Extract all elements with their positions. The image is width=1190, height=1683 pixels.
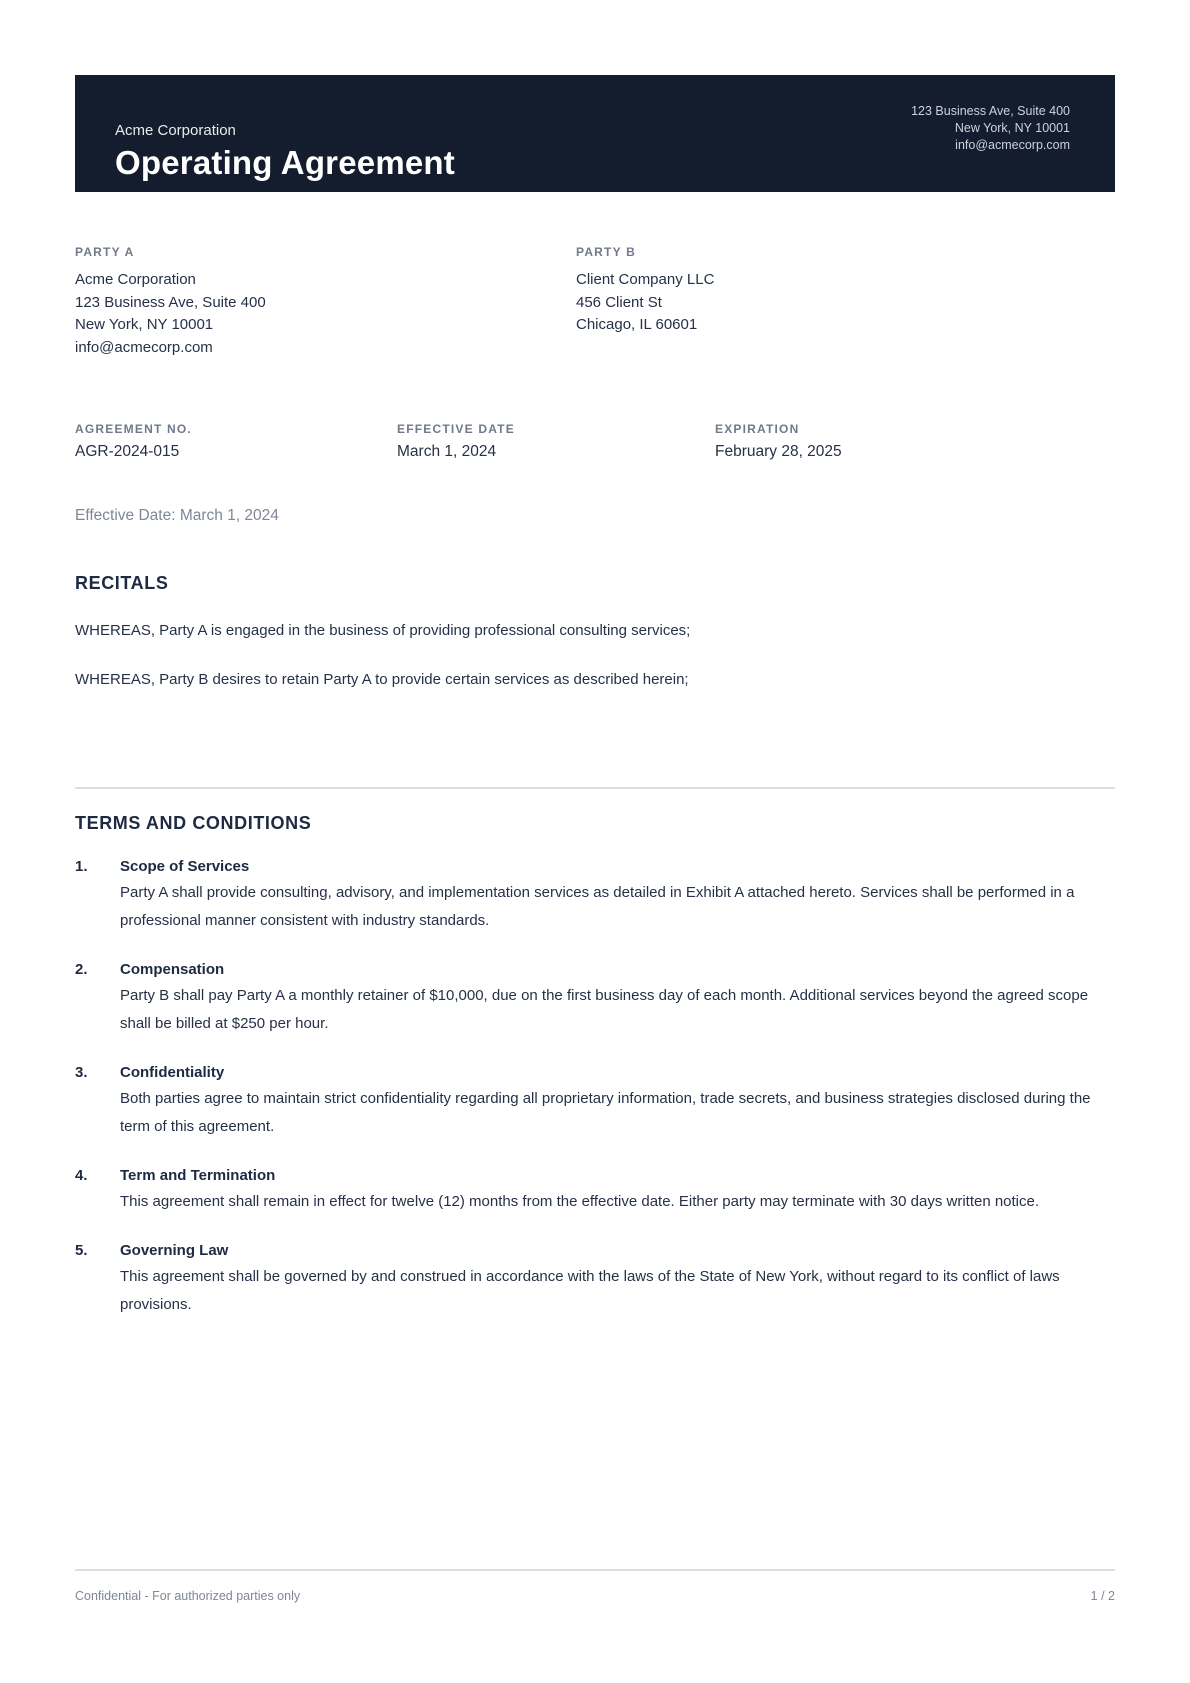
recital-clause: WHEREAS, Party B desires to retain Party A to provide certain services as described herein;	[75, 671, 689, 688]
party-a-label: PARTY A	[75, 245, 135, 259]
effective-date-note: Effective Date: March 1, 2024	[75, 507, 279, 524]
party-b-name: Client Company LLC	[576, 271, 715, 288]
effective-date-label: EFFECTIVE DATE	[397, 422, 515, 436]
term-number: 3.	[75, 1064, 88, 1081]
party-b-city: Chicago, IL 60601	[576, 316, 698, 333]
header-left	[115, 99, 455, 179]
term-body: Party B shall pay Party A a monthly retainer of $10,000, due on the first business day of each month. Additional services beyond the agreed scope shall be billed at $250 per hour.	[120, 987, 1089, 1032]
party-a-block	[75, 245, 576, 359]
recitals-heading: RECITALS	[75, 573, 169, 593]
term-body: This agreement shall be governed by and construed in accordance with the laws of the State of New York, without regard to its conflict of laws provisions.	[120, 1268, 1060, 1313]
term-content	[120, 1165, 1115, 1216]
term-title: Term and Termination	[120, 1167, 276, 1184]
header-banner	[75, 75, 1115, 192]
term-title: Confidentiality	[120, 1064, 225, 1081]
agreement-number-block	[75, 422, 397, 461]
party-b-label: PARTY B	[576, 245, 636, 259]
expiration-value: February 28, 2025	[715, 443, 842, 460]
term-title: Scope of Services	[120, 858, 250, 875]
party-a-name: Acme Corporation	[75, 271, 196, 288]
page-footer	[75, 1569, 1115, 1603]
term-item-term-and-termination	[75, 1165, 1115, 1216]
page-number: 1 / 2	[1090, 1589, 1115, 1603]
term-item-governing-law	[75, 1240, 1115, 1319]
term-number: 2.	[75, 961, 88, 978]
expiration-block	[715, 422, 1115, 461]
party-a-city: New York, NY 10001	[75, 316, 214, 333]
effective-date-block	[397, 422, 715, 461]
address-line: info@acmecorp.com	[955, 138, 1070, 152]
section-divider	[75, 787, 1115, 789]
term-item-confidentiality	[75, 1062, 1115, 1141]
agreement-number-label: AGREEMENT NO.	[75, 422, 192, 436]
term-body: This agreement shall remain in effect for twelve (12) months from the effective date. Either party may terminate with 30 days written notice.	[120, 1193, 1040, 1210]
party-a-email: info@acmecorp.com	[75, 338, 213, 356]
term-content	[120, 959, 1115, 1038]
effective-date-value: March 1, 2024	[397, 443, 497, 460]
term-item-scope-of-services	[75, 856, 1115, 935]
term-number: 4.	[75, 1167, 88, 1184]
agreement-meta	[75, 422, 1115, 461]
term-number: 1.	[75, 858, 88, 875]
agreement-number-value: AGR-2024-015	[75, 443, 180, 460]
term-body: Party A shall provide consulting, advisory, and implementation services as detailed in Exhibit A attached hereto. Services shall be performed in a professional manner consistent with industry standards.	[120, 884, 1075, 929]
term-title: Governing Law	[120, 1242, 229, 1259]
confidentiality-notice: Confidential - For authorized parties only	[75, 1589, 301, 1603]
term-content	[120, 856, 1115, 935]
terms-list	[75, 856, 1115, 1319]
term-content	[120, 1240, 1115, 1319]
document-title: Operating Agreement	[115, 144, 455, 181]
recital-clause: WHEREAS, Party A is engaged in the business of providing professional consulting services;	[75, 622, 691, 639]
term-title: Compensation	[120, 961, 225, 978]
expiration-label: EXPIRATION	[715, 422, 800, 436]
party-b-block	[576, 245, 1115, 359]
company-address	[911, 99, 1070, 179]
address-line: New York, NY 10001	[954, 121, 1070, 135]
term-item-compensation	[75, 959, 1115, 1038]
parties-section	[75, 245, 1115, 359]
recitals-section	[75, 573, 1115, 691]
term-number: 5.	[75, 1242, 88, 1259]
terms-section	[75, 813, 1115, 1319]
terms-heading: TERMS AND CONDITIONS	[75, 813, 312, 833]
party-a-address: 123 Business Ave, Suite 400	[75, 293, 266, 311]
company-name: Acme Corporation	[115, 122, 236, 139]
term-body: Both parties agree to maintain strict confidentiality regarding all proprietary information, trade secrets, and business strategies disclosed during the term of this agreement.	[120, 1090, 1091, 1135]
address-line: 123 Business Ave, Suite 400	[911, 104, 1070, 118]
party-b-address: 456 Client St	[576, 293, 662, 311]
term-content	[120, 1062, 1115, 1141]
